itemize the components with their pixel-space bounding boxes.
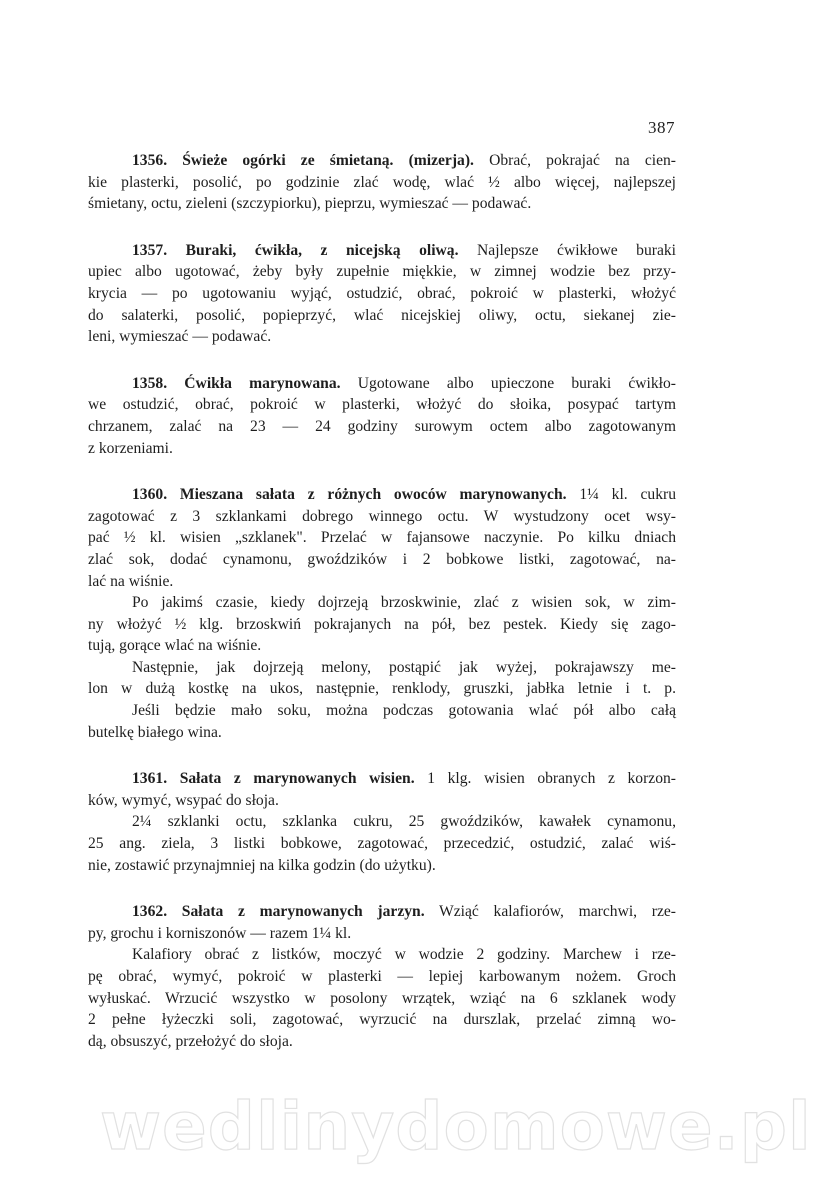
recipe-title: 1360. Mieszana sałata z różnych owoców marynowanych. xyxy=(132,486,567,504)
text-line: nie, zostawić przynajmniej na kilka godzin (do użytku). xyxy=(88,856,436,874)
page-body xyxy=(88,150,676,1077)
text-line: Kalafiory obrać z listków, moczyć w wodzie 2 godziny. Marchew i rze- xyxy=(132,946,676,964)
recipe-text: Najlepsze ćwikłowe buraki xyxy=(458,241,677,259)
recipe-1357 xyxy=(88,240,676,348)
recipe-1362 xyxy=(88,901,676,1052)
text-line: z korzeniami. xyxy=(88,439,173,457)
text-line: pać ½ kl. wisien „szklanek". Przelać w fajansowe naczynie. Po kilku dniach xyxy=(88,529,676,547)
recipe-title: 1357. Buraki, ćwikła, z nicejską oliwą. xyxy=(132,241,459,259)
text-line: 25 ang. ziela, 3 listki bobkowe, zagotować, przecedzić, ostudzić, zalać wiś- xyxy=(88,835,676,853)
text-line: upiec albo ugotować, żeby były zupełnie miękkie, w zimnej wodzie bez przy- xyxy=(88,263,676,281)
recipe-title: 1362. Sałata z marynowanych jarzyn. xyxy=(132,903,425,921)
recipe-first-line xyxy=(88,768,676,790)
recipe-title: 1358. Ćwikła marynowana. xyxy=(132,374,341,392)
text-line: Jeśli będzie mało soku, można podczas gotowania wlać pół albo całą xyxy=(132,702,676,720)
recipe-1356 xyxy=(88,150,676,215)
text-line: tują, gorące wlać na wiśnie. xyxy=(88,637,262,655)
recipe-text: Ugotowane albo upieczone buraki ćwikło- xyxy=(340,374,676,392)
text-line: py, grochu i korniszonów — razem 1¼ kl. xyxy=(88,924,352,942)
text-line: ny włożyć ½ klg. brzoskwiń pokrajanych na pół, bez pestek. Kiedy się zago- xyxy=(88,615,676,633)
text-line: pę obrać, wymyć, pokroić w plasterki — lepiej karbowanym nożem. Groch xyxy=(88,968,676,985)
recipe-first-line xyxy=(88,484,676,506)
text-line: zagotować z 3 szklankami dobrego winnego octu. W wystudzony ocet wsy- xyxy=(88,507,676,525)
text-line: lać na wiśnie. xyxy=(88,572,174,590)
text-line: Następnie, jak dojrzeją melony, postąpić jak wyżej, pokrajawszy me- xyxy=(132,658,676,676)
text-line: ków, wymyć, wsypać do słoja. xyxy=(88,791,279,809)
recipe-title: 1356. Świeże ogórki ze śmietaną. (mizerja). xyxy=(132,152,474,169)
text-line: we ostudzić, obrać, pokroić w plasterki, włożyć do słoika, posypać tartym xyxy=(88,396,676,414)
recipe-first-line xyxy=(88,240,676,262)
text-line: leni, wymieszać — podawać. xyxy=(88,328,272,346)
text-line: 2¼ szklanki octu, szklanka cukru, 25 gwoździków, kawałek cynamonu, xyxy=(132,813,676,831)
text-line: Po jakimś czasie, kiedy dojrzeją brzoskwinie, zlać z wisien sok, w zim- xyxy=(132,594,676,612)
recipe-text: Obrać, pokrajać na cien- xyxy=(473,152,676,169)
text-line: zlać sok, dodać cynamonu, gwoździków i 2 bobkowe listki, zagotować, na- xyxy=(88,550,676,568)
recipe-text: 1 klg. wisien obranych z korzon- xyxy=(414,770,676,788)
recipe-1358 xyxy=(88,373,676,459)
text-line: butelkę białego wina. xyxy=(88,723,222,741)
text-line: chrzanem, zalać na 23 — 24 godziny surowym octem albo zagotowanym xyxy=(88,417,676,435)
recipe-1360 xyxy=(88,484,676,743)
text-line: krycia — po ugotowaniu wyjąć, ostudzić, obrać, pokroić w plasterki, włożyć xyxy=(88,284,676,302)
text-line: 2 pełne łyżeczki soli, zagotować, wyrzucić na durszlak, przelać zimną wo- xyxy=(88,1011,676,1029)
watermark: wedlinydomowe.pl xyxy=(100,1088,812,1165)
recipe-first-line xyxy=(88,373,676,395)
recipe-text: 1¼ kl. cukru xyxy=(566,486,676,504)
recipe-1361 xyxy=(88,768,676,876)
recipe-first-line xyxy=(88,901,676,923)
page-number: 387 xyxy=(648,118,675,137)
text-line: śmietany, octu, zieleni (szczypiorku), pieprzu, wymieszać — podawać. xyxy=(88,195,532,213)
recipe-title: 1361. Sałata z marynowanych wisien. xyxy=(132,770,415,788)
text-line: lon w dużą kostkę na ukos, następnie, renklody, gruszki, jabłka letnie i t. p. xyxy=(88,680,676,698)
recipe-first-line xyxy=(88,150,676,172)
text-line: kie plasterki, posolić, po godzinie zlać wodę, wlać ½ albo więcej, najlepszej xyxy=(88,173,676,191)
text-line: do salaterki, posolić, popieprzyć, wlać nicejskiej oliwy, octu, siekanej zie- xyxy=(88,306,676,324)
recipe-text: Wziąć kalafiorów, marchwi, rze- xyxy=(424,903,676,921)
text-line: wyłuskać. Wrzucić wszystko w posolony wrzątek, wziąć na 6 szklanek wody xyxy=(88,989,676,1007)
text-line: dą, obsuszyć, przełożyć do słoja. xyxy=(88,1032,293,1050)
